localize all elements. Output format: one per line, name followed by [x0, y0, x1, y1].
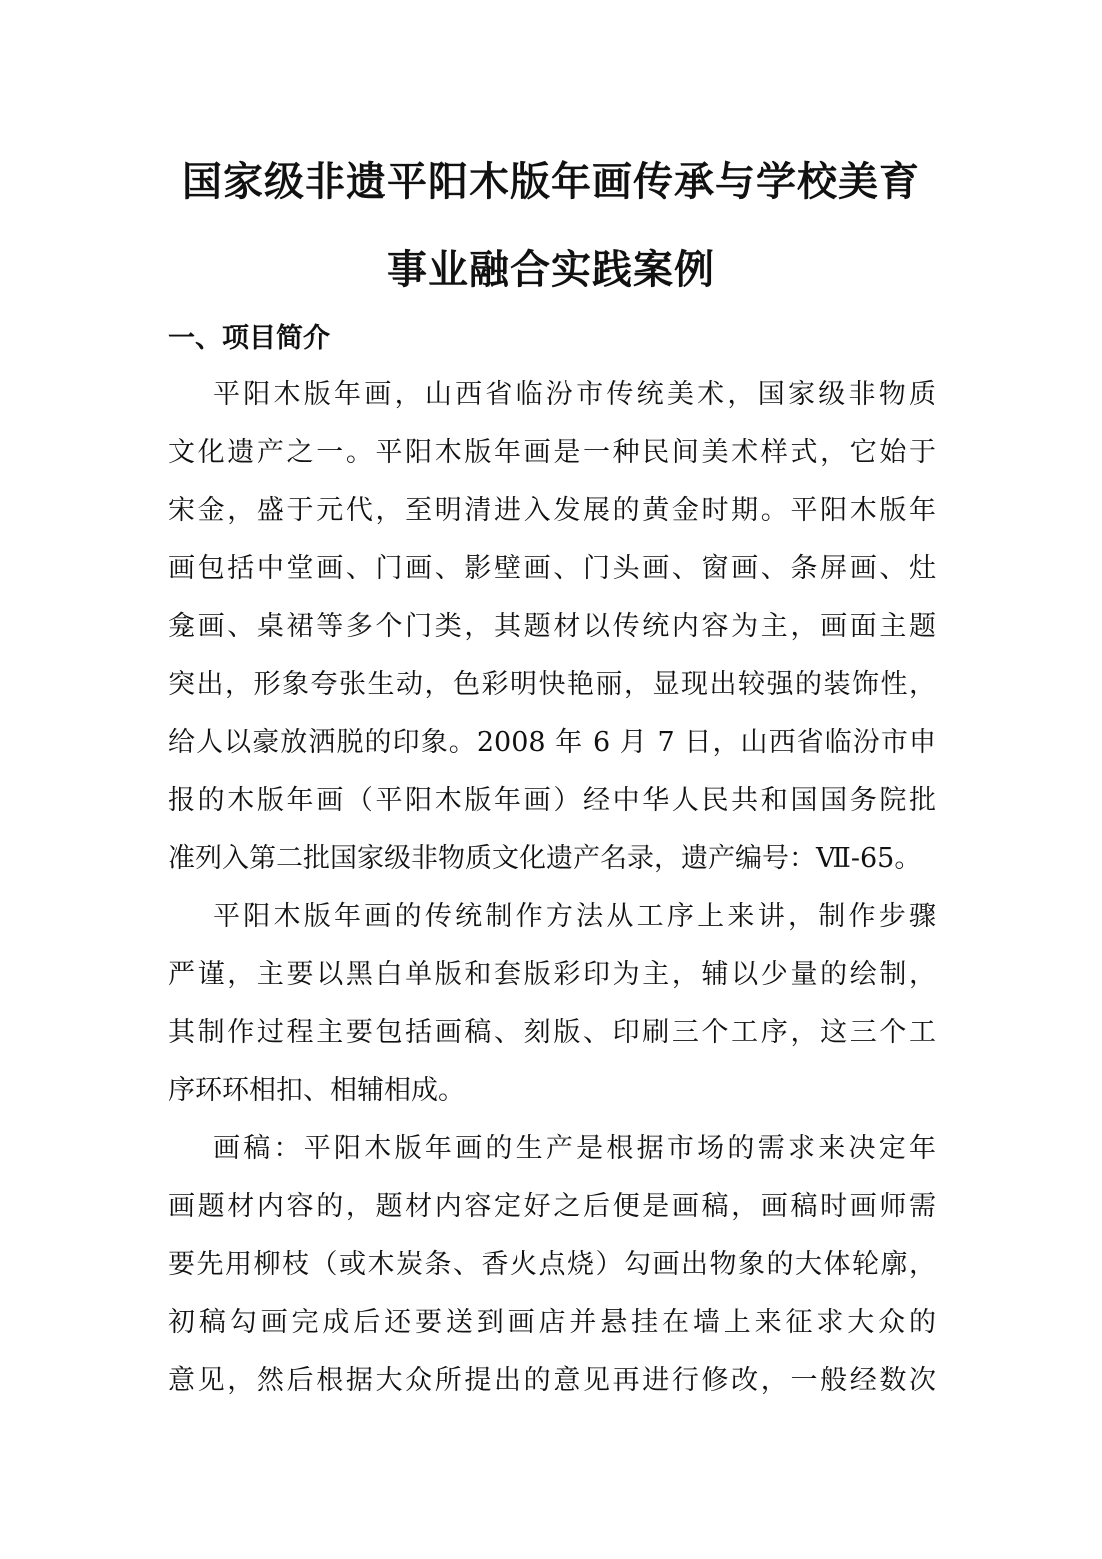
section-heading: 一、项目简介 [168, 323, 330, 354]
paragraph-line: 平阳木版年画，山西省临汾市传统美术，国家级非物质 [213, 379, 936, 410]
paragraph [168, 366, 936, 888]
paragraph-line: 意见，然后根据大众所提出的意见再进行修改，一般经数次 [168, 1365, 936, 1396]
paragraph [168, 888, 936, 1120]
paragraph-line: 突出，形象夸张生动，色彩明快艳丽，显现出较强的装饰性， [168, 669, 936, 700]
paragraph-line: 严谨，主要以黑白单版和套版彩印为主，辅以少量的绘制， [168, 959, 936, 990]
paragraph [168, 1120, 936, 1410]
paragraph-line: 报的木版年画（平阳木版年画）经中华人民共和国国务院批 [168, 785, 936, 816]
paragraph-line: 画题材内容的，题材内容定好之后便是画稿，画稿时画师需 [168, 1191, 936, 1222]
paragraph-line: 画包括中堂画、门画、影壁画、门头画、窗画、条屏画、灶 [168, 553, 936, 584]
paragraph-line: 其制作过程主要包括画稿、刻版、印刷三个工序，这三个工 [168, 1017, 936, 1048]
paragraph-line: 龛画、桌裙等多个门类，其题材以传统内容为主，画面主题 [168, 611, 936, 642]
document-title-line-2: 事业融合实践案例 [387, 247, 715, 293]
document-title-line-1: 国家级非遗平阳木版年画传承与学校美育 [182, 159, 920, 205]
paragraph-line: 初稿勾画完成后还要送到画店并悬挂在墙上来征求大众的 [168, 1307, 936, 1338]
paragraph-line: 画稿：平阳木版年画的生产是根据市场的需求来决定年 [213, 1133, 936, 1164]
paragraph-line: 给人以豪放洒脱的印象。2008 年 6 月 7 日，山西省临汾市申 [168, 727, 936, 758]
paragraph-line: 序环环相扣、相辅相成。 [168, 1075, 465, 1106]
paragraph-line: 要先用柳枝（或木炭条、香火点烧）勾画出物象的大体轮廓， [168, 1249, 936, 1280]
paragraph-line: 文化遗产之一。平阳木版年画是一种民间美术样式，它始于 [168, 437, 936, 468]
document-body [168, 366, 936, 1410]
paragraph-line: 宋金，盛于元代，至明清进入发展的黄金时期。平阳木版年 [168, 495, 936, 526]
paragraph-line: 准列入第二批国家级非物质文化遗产名录，遗产编号：Ⅶ-65。 [168, 843, 922, 874]
paragraph-line: 平阳木版年画的传统制作方法从工序上来讲，制作步骤 [213, 901, 936, 932]
